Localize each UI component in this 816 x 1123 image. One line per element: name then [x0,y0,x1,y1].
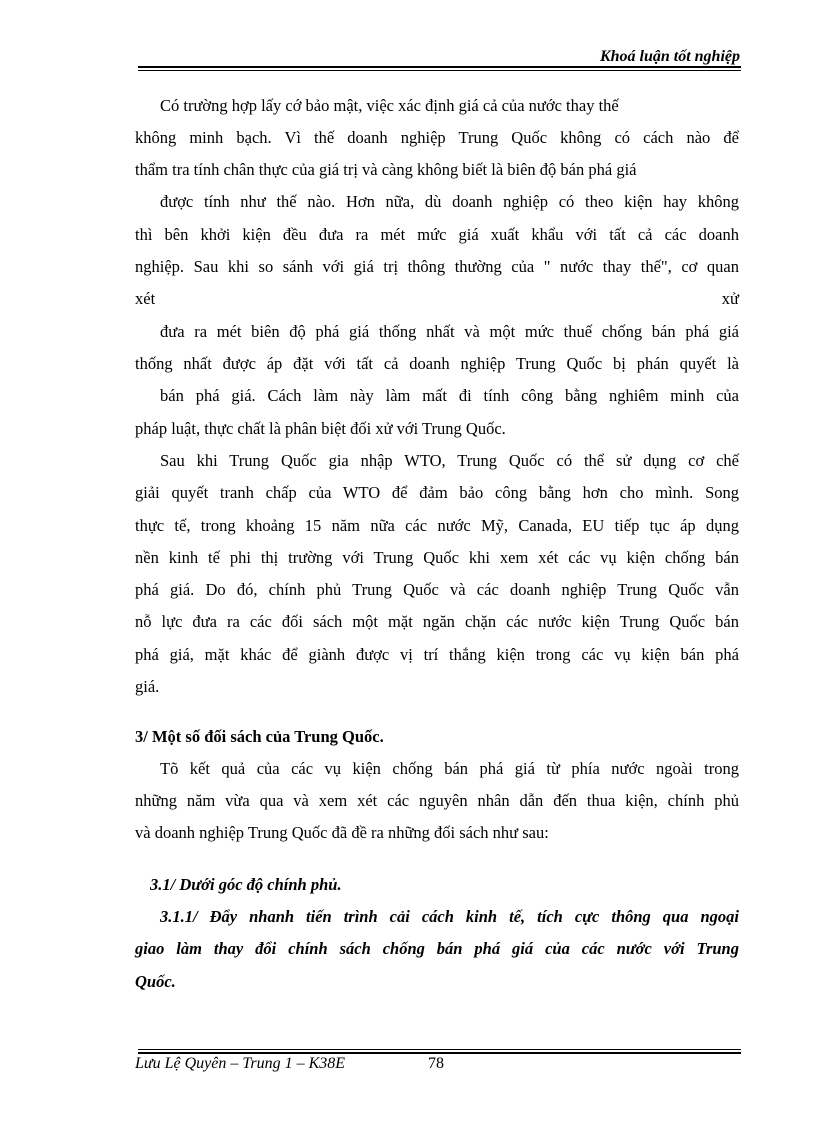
text-line: nền kinh tế phi thị trường với Trung Quốc khi xem xét các vụ kiện chống bán [135,548,739,567]
text-line: được tính như thế nào. Hơn nữa, dù doanh nghiệp có theo kiện hay không [160,192,739,211]
text-line: thực tế, trong khoảng 15 năm nữa các nước Mỹ, Canada, EU tiếp tục áp dụng [135,516,739,535]
page-number: 78 [428,1055,444,1072]
text-line: xét [135,289,156,308]
text-line: xử [721,289,739,308]
subsection-heading: 3.1/ Dưới góc độ chính phủ. [150,875,342,894]
text-line: phá giá. Do đó, chính phủ Trung Quốc và các doanh nghiệp Trung Quốc vẫn [135,580,739,599]
section-heading: 3/ Một số đối sách của Trung Quốc. [135,727,384,746]
text-line: nghiệp. Sau khi so sánh với giá trị thông thường của " nước thay thế", cơ quan [135,257,739,276]
footer-rule-thick [138,1052,741,1054]
text-line: giải quyết tranh chấp của WTO để đảm bảo công bằng hơn cho mình. Song [135,483,739,502]
text-line: giá. [135,677,160,696]
subsubsection-heading: 3.1.1/ Đẩy nhanh tiến trình cải cách kinh tế, tích cực thông qua ngoại [160,907,739,926]
header-title: Khoá luận tốt nghiệp [599,48,740,65]
header-rule-thin [138,70,741,71]
text-line: phá giá, mặt khác để giành được vị trí thắng kiện trong các vụ kiện bán phá [135,645,739,664]
header-rule-thick [138,66,741,68]
footer-author: Lưu Lệ Quyên – Trung 1 – K38E [135,1055,346,1072]
text-line: và doanh nghiệp Trung Quốc đã đề ra những đối sách như sau: [135,823,549,842]
text-line: nỗ lực đưa ra các đối sách một mặt ngăn chặn các nước kiện Trung Quốc bán [135,612,739,631]
text-line: Sau khi Trung Quốc gia nhập WTO, Trung Quốc có thể sử dụng cơ chế [160,451,739,470]
text-line: đưa ra mét biên độ phá giá thống nhất và một mức thuế chống bán phá giá [160,322,739,341]
text-line: những năm vừa qua và xem xét các nguyên nhân dẫn đến thua kiện, chính phủ [135,791,739,810]
text-line: bán phá giá. Cách làm này làm mất đi tính công bằng nghiêm minh của [160,386,739,405]
text-line: Có trường hợp lấy cớ bảo mật, việc xác định giá cả của nước thay thế [160,96,619,115]
subsubsection-heading: Quốc. [135,972,176,991]
text-line: không minh bạch. Vì thế doanh nghiệp Trung Quốc không có cách nào để [135,128,739,147]
text-line: thẩm tra tính chân thực của giá trị và càng không biết là biên độ bán phá giá [135,160,637,179]
footer-rule-thin [138,1049,741,1050]
subsubsection-heading: giao làm thay đổi chính sách chống bán phá giá của các nước với Trung [135,939,739,958]
text-line: thống nhất được áp đặt với tất cả doanh nghiệp Trung Quốc bị phán quyết là [135,354,739,373]
text-line: thì bên khởi kiện đều đưa ra mét mức giá xuất khẩu với tất cả các doanh [135,225,739,244]
text-line: pháp luật, thực chất là phân biệt đối xử với Trung Quốc. [135,419,506,438]
text-line: Tõ kết quả của các vụ kiện chống bán phá giá từ phía nước ngoài trong [160,759,739,778]
